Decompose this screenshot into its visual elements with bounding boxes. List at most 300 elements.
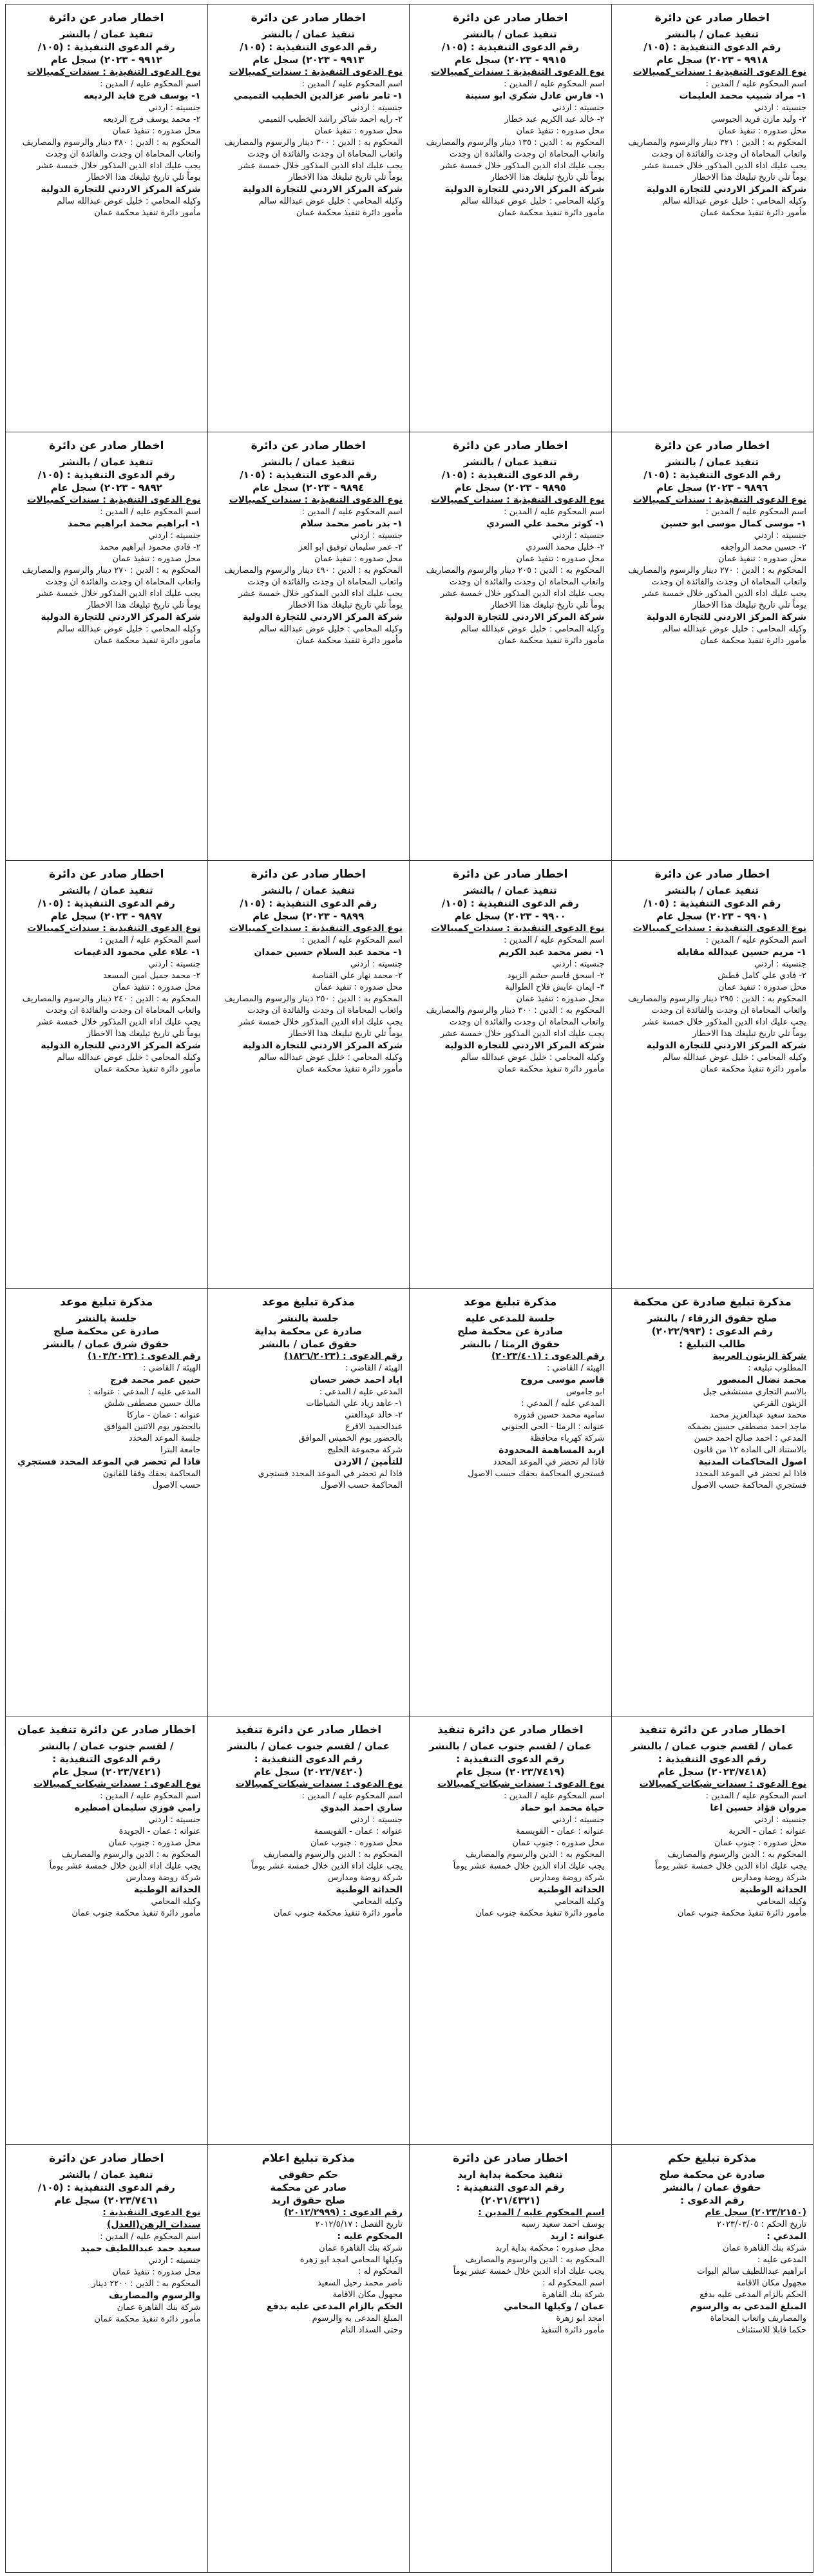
notice-line: جنسيته : اردني <box>754 959 806 969</box>
notice-line: اسم المحكوم عليه / المدين : <box>301 507 403 517</box>
notice-line: اسم المحكوم عليه / المدين : <box>705 79 806 89</box>
notice-subheading: تنفيذ عمان / بالنشر <box>665 28 759 40</box>
notice-line: وكيله المحامي : خليل عوض عبدالله سالم <box>258 197 403 206</box>
case-number: (٢٠٢٣/٧٤٢١) سجل عام <box>52 1766 161 1778</box>
notice-line: واتعاب المحاماة ان وجدت والفائدة ان وجدت <box>247 149 403 159</box>
case-number: حقوق الرمثا / بالنشر <box>461 1338 560 1350</box>
notice-line: مأمور دائرة تنفيذ محكمة جنوب عمان <box>475 1908 605 1919</box>
notice-line: عنوانه : الرمثا - الحي الجنوبي <box>501 1421 605 1432</box>
notice-line: المحكوم به : الدين والرسوم والمصاريف <box>465 1850 605 1860</box>
notice-line: المدعي عليه / المدعي : <box>319 1387 403 1397</box>
notice-line: ٢- محمد جميل امين المسعد <box>103 970 201 981</box>
case-type: نوع الدعوى التنفيذية : سندات_كمبيالات <box>229 495 403 506</box>
notice-heading: اخطار صادر عن دائرة <box>654 439 770 453</box>
notice-line: شركة المركز الاردني للتجارة الدولية <box>41 1040 201 1051</box>
notice-line: جنسيته : اردني <box>148 531 201 541</box>
notice-line: اسم المحكوم عليه / المدين : <box>100 935 201 945</box>
notice-line: اسم المحكوم عليه / المدين : <box>504 79 605 89</box>
notice-line: المحكوم به : الدين والرسوم والمصاريف <box>263 1850 403 1860</box>
notice-line: يوماً تلي تاريخ تبليغك هذا الاخطار <box>692 601 806 611</box>
notice-line: يجب عليك اداء الدين خلال خمسة عشر يوماً <box>251 1861 403 1872</box>
case-number: صلح حقوق اربد <box>271 2194 345 2206</box>
notice-line: المحكوم به : الدين : ٢٩٥ دينار والرسوم والمصاريف <box>628 994 806 1004</box>
notice-line: ١- عاهد زياد علي الشياطات <box>306 1398 403 1408</box>
notice-line: المحكوم به : الدين : ٤٩٠ دينار والرسوم والمصاريف <box>224 566 403 576</box>
notice-line: يوماً تلي تاريخ تبليغك هذا الاخطار <box>289 601 403 611</box>
case-number-label: رقم الدعوى التنفيذية : <box>52 1753 161 1765</box>
notice-subheading: جلسة بالنشر <box>76 1312 137 1324</box>
notice-line: ساميه محمد حسين قدوره <box>513 1410 605 1420</box>
notice-line: جنسيته : اردني <box>148 959 201 969</box>
notice-subheading: تنفيذ عمان / بالنشر <box>262 28 356 40</box>
notice-line: ساري احمد البدوي <box>320 1803 403 1814</box>
notice-line: المحكوم به : الدين : ٣٠٠ دينار والرسوم والمصاريف <box>426 1005 605 1015</box>
case-number-label: رقم الدعوى التنفيذية : <box>456 2181 565 2193</box>
notice-line: شركة روضة ومدارس <box>126 1873 201 1883</box>
notice-line: شركة بنك القاهرة عمان <box>117 2302 201 2312</box>
notice-line: ١- نصر محمد عبد الكريم <box>499 947 605 957</box>
notice-line: شركة المركز الاردني للتجارة الدولية <box>646 1040 806 1051</box>
notice-line: سعيد حمد عبداللطيف حميد <box>81 2243 201 2254</box>
notice-heading: اخطار صادر عن دائرة <box>654 12 770 24</box>
notice-line: مجهول مكان الاقامة <box>332 2289 403 2300</box>
case-type: شركة الزيتون العربية <box>712 1350 806 1361</box>
notice-line: وكيله المحامي : خليل عوض عبدالله سالم <box>461 197 605 206</box>
notice-line: واتعاب المحاماة ان وجدت والفائدة ان وجدت <box>45 577 201 588</box>
notice-line: ١- محمد عبد السلام حسين حمدان <box>254 947 403 957</box>
notice-line: مأمور دائرة تنفيذ محكمة عمان <box>699 1064 806 1074</box>
notice-line: مأمور دائرة تنفيذ محكمة عمان <box>296 1064 403 1074</box>
notice-card <box>410 1716 612 2144</box>
notice-subheading: تنفيذ عمان / بالنشر <box>59 884 153 896</box>
notice-heading: اخطار صادر عن دائرة تنفيذ <box>639 1724 786 1737</box>
notice-line: محل صدوره : تنفيذ عمان <box>516 994 605 1004</box>
notice-line: يجب عليك اداء الدين المذكور خلال خمسة عشر <box>238 1017 403 1027</box>
notice-line: مجهول مكان الاقامة <box>736 2278 806 2288</box>
notice-line: جنسيته : اردني <box>350 531 403 541</box>
notice-line: يجب عليك اداء الدين المذكور خلال خمسة عشر <box>440 1028 605 1039</box>
notice-line: ١- بدر ناصر محمد سلام <box>300 519 403 530</box>
notice-subheading: جلسة بالنشر <box>278 1312 339 1324</box>
case-number-label: صادرة عن محكمة صلح <box>457 1325 564 1337</box>
notice-line: جامعة البترا <box>160 1445 201 1455</box>
notice-line: المحكوم به : الدين : ٢٢٠٠ دينار <box>91 2278 201 2289</box>
notice-line: مأمور دائرة تنفيذ محكمة عمان <box>498 1064 605 1074</box>
notice-line: محل صدوره : تنفيذ عمان <box>112 2267 201 2277</box>
notice-heading: اخطار صادر عن دائرة تنفيذ <box>235 1724 382 1737</box>
notice-line: الحداثة الوطنية <box>133 1885 201 1896</box>
notice-line: وكيله المحامي : خليل عوض عبدالله سالم <box>57 624 201 635</box>
notice-line: للتأمين / الاردن <box>334 1456 403 1467</box>
case-number-label: رقم الدعوى التنفيذية : (١٠٥/ <box>37 2181 175 2193</box>
notice-line: المحكوم به : الدين : ٢٧٠ دينار والرسوم والمصاريف <box>22 566 201 576</box>
notice-line: محل صدوره : تنفيذ عمان <box>314 982 403 992</box>
notice-line: عنوانه : عمان - الجويدة <box>119 1827 201 1837</box>
case-number-label: رقم الدعوى التنفيذية : (١٠٥/ <box>643 41 781 53</box>
case-number-label: صادر عن محكمة <box>270 2181 347 2193</box>
notice-line: ٢- عمر سليمان توفيق ابو العز <box>298 543 403 553</box>
notice-card <box>612 1716 814 2144</box>
notice-line: عبدالحميد الاقرع <box>345 1421 403 1432</box>
notice-heading: اخطار صادر عن دائرة <box>453 2151 568 2165</box>
notice-line: مأمور دائرة تنفيذ محكمة جنوب عمان <box>677 1908 806 1919</box>
notice-line: يجب عليك اداء الدين خلال خمسة عشر يوماً <box>49 1861 201 1872</box>
notice-line: اسم المحكوم عليه / المدين : <box>705 1791 806 1802</box>
notice-line: وكيله المحامي <box>756 1897 806 1907</box>
notice-card <box>6 1289 208 1716</box>
notice-line: شركة المركز الاردني للتجارة الدولية <box>444 184 605 195</box>
notice-line: واتعاب المحاماة ان وجدت والفائدة ان وجدت <box>45 1005 201 1015</box>
notice-line: محل صدوره : تنفيذ عمان <box>718 126 806 136</box>
notice-line: ٣- ايمان عايش فلاح الطوالبة <box>505 982 605 992</box>
notice-subheading: صادرة عن محكمة صلح <box>659 2168 765 2180</box>
case-number: (٢٠٢٣/٧٤١٨) سجل عام <box>658 1766 767 1778</box>
notice-heading: مذكرة تبليغ موعد <box>464 1295 557 1309</box>
notice-line: بالاسم التجاري مستشفى جبل <box>703 1387 806 1397</box>
notice-line: وكيله المحامي : خليل عوض عبدالله سالم <box>461 624 605 635</box>
notice-line: والمصاريف واتعاب المحاماة <box>710 2313 806 2323</box>
notice-line: المحاكمة بحقك وفقا للقانون <box>102 1468 201 1479</box>
notice-line: حسب الاصول <box>152 1480 201 1490</box>
notice-line: محل صدوره : تنفيذ عمان <box>718 982 806 992</box>
case-type: نوع الدعوى التنفيذية : سندات_كمبيالات <box>229 923 403 934</box>
case-number-label: رقم الدعوى التنفيذية : (١٠٥/ <box>240 41 377 53</box>
notice-line: اصول المحاكمات المدنية <box>698 1456 806 1467</box>
notice-line: شركة روضة ومدارس <box>732 1873 806 1883</box>
notice-line: ١- ثامر ناصر عزالدين الخطيب التميمي <box>233 91 403 101</box>
notice-card <box>6 861 208 1289</box>
notice-line: المحكوم به : الدين : ٢٤٠ دينار والرسوم والمصاريف <box>22 994 201 1004</box>
notice-subheading: تنفيذ عمان / بالنشر <box>665 884 759 896</box>
case-number-label: رقم الدعوى التنفيذية : <box>658 1753 766 1765</box>
notice-card <box>208 861 410 1289</box>
notice-line: اسم المحكوم عليه / المدين : <box>301 1791 403 1802</box>
notice-subheading: تنفيذ عمان / بالنشر <box>262 456 356 468</box>
case-type: نوع الدعوى التنفيذية : سندات_كمبيالات <box>633 67 806 77</box>
notice-line: ٢- خالد عبدالغني <box>345 1410 403 1420</box>
notice-subheading: تنفيذ عمان / بالنشر <box>463 884 557 896</box>
notice-card <box>6 432 208 860</box>
notice-line: محل صدوره : تنفيذ عمان <box>112 554 201 564</box>
notice-line: المحكوم به : الدين : ١٣٥ دينار والرسوم والمصاريف <box>426 138 605 148</box>
notice-line: وكيله المحامي : خليل عوض عبدالله سالم <box>57 197 201 206</box>
notice-line: اسم المحكوم عليه / المدين : <box>705 935 806 945</box>
notice-line: شركة كهرباء محافظة <box>529 1433 605 1443</box>
notice-line: تاريخ الفصل : ٢٠١٢/٥/١٧ <box>315 2219 403 2229</box>
notice-line: ٢- خليل محمد السردي <box>526 543 605 553</box>
notice-heading: اخطار صادر عن دائرة تنفيذ عمان <box>17 1724 196 1737</box>
case-number-label: رقم الدعوى التنفيذية : (١٠٥/ <box>441 469 579 481</box>
notice-line: يوماً تلي تاريخ تبليغك هذا الاخطار <box>692 1028 806 1039</box>
notice-line: حنين عمر محمد فرج <box>109 1374 201 1385</box>
notice-line: اسم المحكوم عليه / المدين : <box>705 507 806 517</box>
notice-heading: مذكرة تبليغ صادرة عن محكمة <box>633 1295 792 1309</box>
case-number-label: رقم الدعوى التنفيذية : (١٠٥/ <box>643 897 781 909</box>
notice-card <box>208 5 410 432</box>
notice-line: يوماً تلي تاريخ تبليغك هذا الاخطار <box>86 1028 201 1039</box>
notice-line: يوماً تلي تاريخ تبليغك هذا الاخطار <box>289 1028 403 1039</box>
notice-card <box>208 2145 410 2573</box>
notice-line: شركة المركز الاردني للتجارة الدولية <box>242 184 403 195</box>
case-number: ٩٨٩٩ - ٢٠٢٣) سجل عام <box>252 910 365 922</box>
case-type: نوع الدعوى التنفيذية : سندات_كمبيالات <box>431 923 605 934</box>
notice-line: ابو جاموس <box>566 1387 605 1397</box>
notice-line: المحكوم به : الدين : ٣٨٠ دينار والرسوم والمصاريف <box>22 138 201 148</box>
notice-line: يجب عليك اداء الدين خلال خمسة عشر يوماً <box>453 1861 605 1872</box>
notice-line: ١- فارس عادل شكري ابو سنينة <box>465 91 605 101</box>
notice-line: بالاستناد الى المادة ١٢ من قانون <box>693 1445 806 1455</box>
notice-line: مالك حسين مصطفى شلش <box>104 1398 201 1408</box>
notice-line: المدعي : <box>766 2231 806 2242</box>
case-number-label: رقم الدعوى التنفيذية : <box>254 1753 363 1765</box>
case-number: ٩٩١٣ - ٢٠٢٣) سجل عام <box>252 54 365 66</box>
notice-line: ناصر محمد رحيل السعيد <box>317 2278 403 2288</box>
notice-subheading: عمان / لقسم جنوب عمان / بالنشر <box>631 1740 794 1753</box>
notice-line: بالحضور يوم الاثنين الموافق <box>104 1421 201 1432</box>
case-number-label: رقم الدعوى التنفيذية : (١٠٥/ <box>643 469 781 481</box>
notice-line: اسم المحكوم عليه / المدين : <box>100 507 201 517</box>
notice-line: المحكوم به : الدين والرسوم والمصاريف <box>667 1850 806 1860</box>
notice-heading: اخطار صادر عن دائرة <box>49 439 164 453</box>
notice-line: ١- موسى كمال موسى ابو حسين <box>661 519 806 530</box>
case-number-label: رقم الدعوى التنفيذية : (١٠٥/ <box>240 897 377 909</box>
notice-line: المدعى عليه : <box>757 2254 806 2265</box>
notice-card <box>612 861 814 1289</box>
case-type: رقم الدعوى : (٢٠٢٣/٤٠١) <box>491 1350 605 1361</box>
case-number-label: رقم الدعوى التنفيذية : (١٠٥/ <box>37 897 175 909</box>
notice-line: وكيله المحامي : خليل عوض عبدالله سالم <box>57 1052 201 1062</box>
notice-line: فاذا لم تحضر في الموعد المحدد فستجري <box>17 1456 201 1467</box>
notice-line: مأمور دائرة تنفيذ محكمة عمان <box>498 636 605 646</box>
notice-line: واتعاب المحاماة ان وجدت والفائدة ان وجدت <box>449 149 605 159</box>
notice-line: ١- علاء علي محمود الدغيمات <box>73 947 201 957</box>
case-number-label: رقم الدعوى التنفيذية : (١٠٥/ <box>240 469 377 481</box>
notice-heading: اخطار صادر عن دائرة تنفيذ <box>437 1724 584 1737</box>
notice-line: شركة المركز الاردني للتجارة الدولية <box>646 612 806 623</box>
case-number-label: صادرة عن محكمة بداية <box>254 1325 363 1337</box>
case-number-label: رقم الدعوى التنفيذية : (١٠٥/ <box>441 41 579 53</box>
notice-line: حياة محمد ابو حماد <box>520 1803 605 1814</box>
notice-line: جنسيته : اردني <box>350 103 403 113</box>
notice-line: يجب عليك اداء الدين المذكور خلال خمسة عشر <box>642 589 806 599</box>
notice-line: جنسيته : اردني <box>754 531 806 541</box>
notice-line: اسم المحكوم عليه / المدين : <box>301 79 403 89</box>
notice-card <box>208 432 410 860</box>
notice-line: واتعاب المحاماة ان وجدت والفائدة ان وجدت <box>449 1017 605 1027</box>
notice-line: ١- مريم حسين عبدالله مقابله <box>676 947 806 957</box>
notice-card <box>6 5 208 432</box>
notice-line: شركة بنك القاهرة عمان <box>319 2243 403 2253</box>
notice-line: اسم المحكوم عليه / المدين : <box>100 2231 201 2242</box>
notice-heading: اخطار صادر عن دائرة <box>251 867 366 881</box>
notice-line: حكما قابلا للاستئناف <box>736 2325 806 2335</box>
notice-line: المحكوم به : الدين : ٣٠٠ دينار والرسوم والمصاريف <box>224 138 403 148</box>
notice-line: ٢- رايه احمد شاكر راشد الخطيب التميمي <box>258 115 403 124</box>
notice-line: واتعاب المحاماة ان وجدت والفائدة ان وجدت <box>651 1005 806 1015</box>
notice-line: اسم المحكوم عليه / المدين : <box>504 507 605 517</box>
notice-line: المدعي عليه / المدعي : عنوانه : <box>88 1387 201 1397</box>
case-type: نوع الدعوى : سندات_شيكات_كمبيالات <box>33 1779 201 1790</box>
notice-line: محل صدوره : تنفيذ عمان <box>516 554 605 564</box>
notice-line: مأمور دائرة تنفيذ محكمة عمان <box>699 208 806 218</box>
case-number: حقوق عمان / بالنشر <box>259 1338 357 1350</box>
notice-line: ٢- وليد مازن فريد الجيوسي <box>710 115 806 124</box>
case-number: ٩٨٩٧ - ٢٠٢٣) سجل عام <box>50 910 162 922</box>
notice-line: ٢- محمد يوسف فرج الرديعه <box>102 115 201 124</box>
notice-line: تاريخ الحكم : ٢٠٢٣/٠٣/٠٥ <box>716 2219 806 2229</box>
case-type: نوع الدعوى : سندات_شيكات_كمبيالات <box>437 1779 605 1790</box>
notice-line: شركة روضة ومدارس <box>328 1873 403 1883</box>
notice-line: يجب عليك اداء الدين المذكور خلال خمسة عشر <box>238 161 403 171</box>
notice-line: جنسيته : اردني <box>350 959 403 969</box>
notice-line: يجب عليك اداء الدين المذكور خلال خمسة عشر <box>440 161 605 171</box>
notice-line: يوماً تلي تاريخ تبليغك هذا الاخطار <box>490 173 605 182</box>
case-number: رقم الدعوى : <box>680 2194 745 2206</box>
notice-line: يجب عليك اداء الدين خلال خمسة عشر يوماً <box>655 1861 806 1872</box>
notice-card <box>410 2145 612 2573</box>
notice-subheading: عمان / لقسم جنوب عمان / بالنشر <box>429 1740 592 1753</box>
notice-line: ١- مراد شبيب محمد العليمات <box>679 91 806 101</box>
notice-line: محل صدوره : محكمة بداية اربد <box>495 2243 605 2253</box>
notice-line: ٢- اسحق قاسم حشم الزيود <box>507 970 605 981</box>
notice-line: محل صدوره : جنوب عمان <box>512 1838 605 1849</box>
notice-heading: اخطار صادر عن دائرة <box>453 12 568 24</box>
notice-line: وكيله المحامي : خليل عوض عبدالله سالم <box>258 624 403 635</box>
notice-line: وكيله المحامي : خليل عوض عبدالله سالم <box>258 1052 403 1062</box>
notice-line: جنسيته : اردني <box>552 531 605 541</box>
notice-line: شركة المركز الاردني للتجارة الدولية <box>41 184 201 195</box>
notice-line: ابراهيم عبداللطيف سالم البوات <box>697 2266 806 2276</box>
case-number: ٩٩١٨ - ٢٠٢٣) سجل عام <box>656 54 768 66</box>
notice-subheading: / لقسم جنوب عمان / بالنشر <box>39 1740 174 1753</box>
notice-line: يجب عليك اداء الدين المذكور خلال خمسة عشر <box>238 589 403 599</box>
notice-line: يوماً تلي تاريخ تبليغك هذا الاخطار <box>289 173 403 182</box>
notice-line: محل صدوره : تنفيذ عمان <box>516 126 605 136</box>
notice-line: فاذا لم تحضر في الموعد المحدد <box>493 1457 605 1467</box>
notice-line: جنسيته : اردني <box>148 1815 201 1825</box>
notice-line: يوماً تلي تاريخ تبليغك هذا الاخطار <box>692 173 806 182</box>
notice-line: اياد احمد خضر حسان <box>310 1374 403 1385</box>
notice-line: اسم المحكوم عليه / المدين : <box>301 935 403 945</box>
case-number: ٩٨٩٥ - ٢٠٢٣) سجل عام <box>454 482 566 494</box>
notice-card <box>410 861 612 1289</box>
notice-line: فاذا لم تحضر في الموعد المحدد فستجري <box>258 1468 403 1479</box>
notice-line: امجد ابو زهرة <box>556 2313 605 2323</box>
notice-subheading: تنفيذ عمان / بالنشر <box>665 456 759 468</box>
case-number: حقوق شرق عمان / بالنشر <box>43 1338 169 1350</box>
notice-line: عنوانه : عمان - القويسمة <box>314 1827 403 1837</box>
notice-line: واتعاب المحاماة ان وجدت والفائدة ان وجدت <box>651 577 806 588</box>
notice-line: الحداثة الوطنية <box>739 1885 806 1896</box>
notice-line: وكيله المحامي <box>352 1897 403 1907</box>
notice-line: جنسيته : اردني <box>552 103 605 113</box>
case-number: ٩٩١٥ - ٢٠٢٣) سجل عام <box>454 54 566 66</box>
notice-line: عنوانه : عمان - ماركا <box>127 1410 201 1420</box>
notice-line: جلسة الموعد المحدد <box>128 1433 201 1443</box>
notice-heading: اخطار صادر عن دائرة <box>49 2151 164 2165</box>
case-type: نوع الدعوى : سندات_شيكات_كمبيالات <box>235 1779 403 1790</box>
notice-line: ٢- محمد نهار علي القناصة <box>312 970 403 981</box>
notice-line: المحكوم عليه : <box>337 2231 403 2242</box>
case-number: ٢٠٢٣/٧٤٦١) سجل عام <box>54 2194 159 2206</box>
notice-card <box>6 1716 208 2144</box>
case-number: ٩٩١٢ - ٢٠٢٣) سجل عام <box>50 54 162 66</box>
notice-line: الحداثة الوطنية <box>537 1885 605 1896</box>
notice-card <box>410 5 612 432</box>
notice-line: ١- يوسف فرج فايد الرديعه <box>83 91 201 101</box>
notice-card <box>6 2145 208 2573</box>
notice-line: شركة المركز الاردني للتجارة الدولية <box>444 612 605 623</box>
notice-line: اربد المساهمة المحدودة <box>499 1445 605 1456</box>
notice-line: ٢- فادي علي كامل قطش <box>718 970 806 981</box>
notice-line: مأمور دائرة تنفيذ محكمة عمان <box>94 636 201 646</box>
notice-line: مأمور دائرة تنفيذ محكمة عمان <box>296 636 403 646</box>
case-number-label: رقم الدعوى : (٢٠٢٢/٩٩٣) <box>651 1325 773 1337</box>
notice-line: شركة المركز الاردني للتجارة الدولية <box>242 612 403 623</box>
case-type: نوع الدعوى التنفيذية : سندات_الرهن(العدل) <box>102 2207 201 2230</box>
notice-heading: اخطار صادر عن دائرة <box>49 12 164 24</box>
notice-line: فستجري المحاكمة بحقك حسب الاصول <box>468 1468 605 1479</box>
notice-line: محل صدوره : تنفيذ عمان <box>112 982 201 992</box>
notice-line: ٢- حسين محمد الرواجفه <box>720 543 806 553</box>
notice-line: اسم المحكوم عليه / المدين : <box>100 1791 201 1802</box>
case-type: نوع الدعوى التنفيذية : سندات_كمبيالات <box>633 923 806 934</box>
notice-card <box>612 5 814 432</box>
notice-line: المحاكمة حسب الاصول <box>320 1480 403 1490</box>
notice-line: يوماً تلي تاريخ تبليغك هذا الاخطار <box>86 173 201 182</box>
notice-line: واتعاب المحاماة ان وجدت والفائدة ان وجدت <box>247 577 403 588</box>
notice-line: جنسيته : اردني <box>148 103 201 113</box>
notice-line: ٢- فادي محمود ابراهيم محمد <box>99 543 201 553</box>
notice-line: شركة بنك القاهرة <box>542 2289 605 2300</box>
notice-card <box>612 2145 814 2573</box>
notice-line: مأمور دائرة تنفيذ محكمة جنوب عمان <box>273 1908 403 1919</box>
notice-heading: اخطار صادر عن دائرة <box>453 867 568 881</box>
notice-card <box>410 1289 612 1716</box>
notice-line: الحداثة الوطنية <box>336 1885 403 1896</box>
case-number-label: رقم الدعوى التنفيذية : (١٠٥/ <box>37 469 175 481</box>
case-type: نوع الدعوى : سندات_شيكات_كمبيالات <box>639 1779 806 1790</box>
notice-line: محمد سعيد عبدالعزيز محمد <box>709 1410 806 1420</box>
notice-line: المدعي : احمد صالح احمد حسن <box>694 1433 806 1443</box>
notice-line: المحكوم به : الدين : ٢٥٠ دينار والرسوم والمصاريف <box>224 994 403 1004</box>
notice-line: جنسيته : اردني <box>148 2255 201 2265</box>
case-type: نوع الدعوى التنفيذية : سندات_كمبيالات <box>27 495 201 506</box>
notice-line: شركة المركز الاردني للتجارة الدولية <box>41 612 201 623</box>
notice-line: يجب عليك اداء الدين المذكور خلال خمسة عشر <box>36 1017 201 1027</box>
notice-line: عنوانه : عمان - الحرية <box>728 1827 806 1837</box>
case-number: ٩٨٩٦ - ٢٠٢٣) سجل عام <box>656 482 768 494</box>
case-number-label: صادرة عن محكمة صلح <box>53 1325 160 1337</box>
notice-line: قاسم موسى مروح <box>520 1374 605 1385</box>
notice-subheading: حكم حقوقي <box>278 2168 339 2180</box>
notice-line: بالحضور يوم الخميس الموافق <box>298 1433 403 1443</box>
case-number: (٢٠٢١/٤٣٢١) <box>480 2194 540 2206</box>
case-type: نوع الدعوى التنفيذية : سندات_كمبيالات <box>27 67 201 77</box>
notice-line: وكيله المحامي <box>151 1897 201 1907</box>
notice-line: مأمور دائرة تنفيذ محكمة عمان <box>94 2314 201 2324</box>
notice-line: وكيله المحامي : خليل عوض عبدالله سالم <box>662 197 806 206</box>
case-type: رقم الدعوى : (١٠٣/٢٠٢٣) <box>88 1350 201 1361</box>
notice-line: واتعاب المحاماة ان وجدت والفائدة ان وجدت <box>651 149 806 159</box>
case-type: (٢٠٢٣/٢١٥٠) سجل عام <box>705 2207 806 2218</box>
notice-line: يوماً تلي تاريخ تبليغك هذا الاخطار <box>86 601 201 611</box>
notice-line: وكيلها المحامي امجد ابو زهرة <box>300 2254 403 2265</box>
notice-line: جنسيته : اردني <box>552 1815 605 1825</box>
notice-line: الهيئة / القاضي : <box>345 1363 403 1373</box>
notice-line: واتعاب المحاماة ان وجدت والفائدة ان وجدت <box>45 149 201 159</box>
notice-line: المحكوم به : الدين : ٣٢١ دينار والرسوم والمصاريف <box>628 138 806 148</box>
